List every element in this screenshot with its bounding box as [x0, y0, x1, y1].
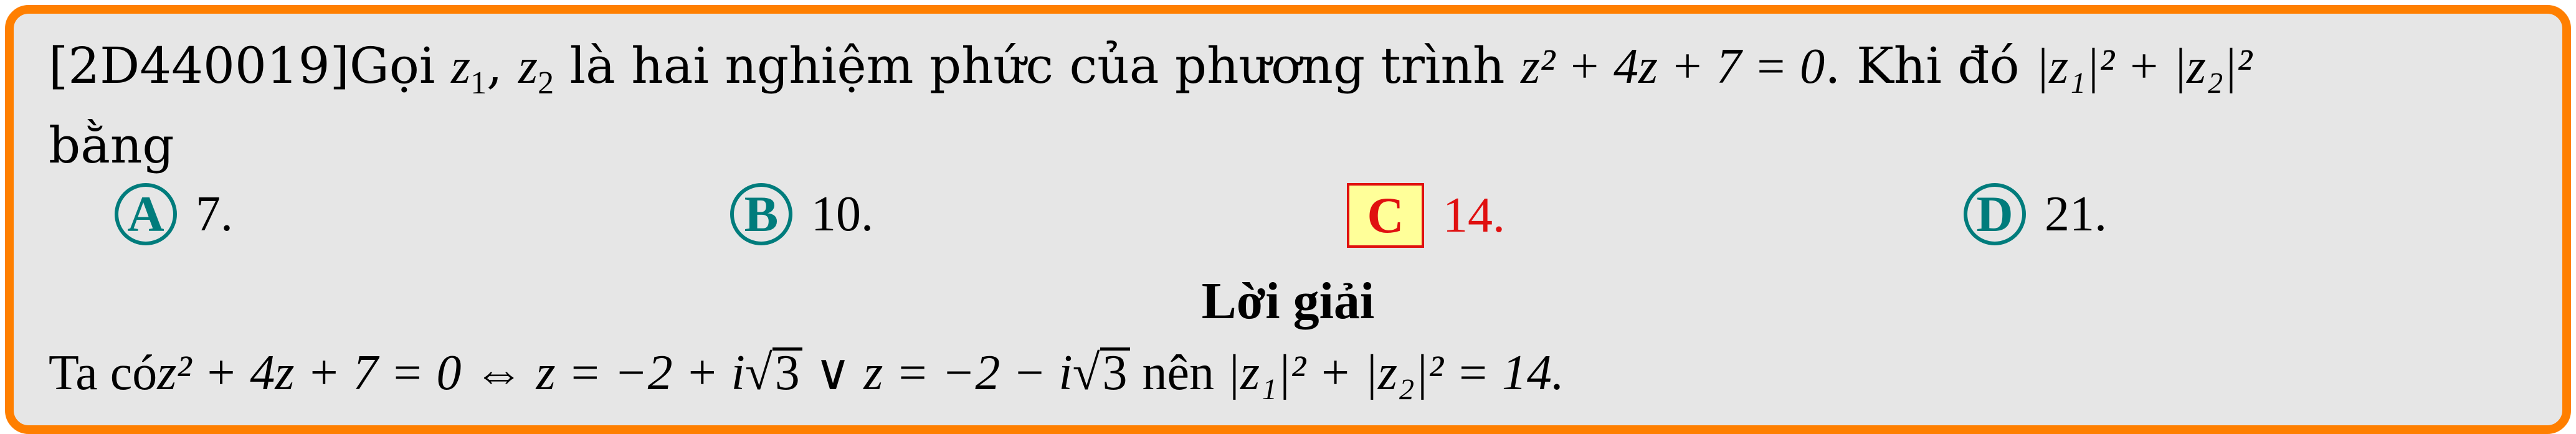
option-b[interactable]	[730, 183, 873, 245]
option-a[interactable]	[115, 183, 233, 245]
option-d-value: 21.	[2045, 186, 2107, 242]
var-z1: $z_1$	[450, 39, 487, 101]
var-z2: $z_2$	[518, 39, 554, 101]
solution-heading: Lời giải	[1201, 272, 1375, 330]
question-line-1	[49, 37, 2252, 101]
question-code: [2D440019]	[49, 37, 349, 95]
option-b-value: 10.	[811, 186, 873, 242]
solution-or: ∨ z = −2 − i	[802, 346, 1073, 400]
option-d[interactable]	[1964, 183, 2107, 245]
var-separator: ,	[487, 37, 518, 95]
solution-result: |z₁|² + |z₂|² = 14.	[1227, 346, 1564, 400]
question-text-mid: là hai nghiệm phức của phương trình	[554, 37, 1521, 95]
sqrt-1: √3	[745, 347, 802, 398]
option-c[interactable]	[1347, 183, 1505, 248]
solution-conclusion-word: nên	[1129, 346, 1227, 400]
option-d-badge: D	[1964, 183, 2026, 245]
option-c-badge: C	[1347, 183, 1424, 248]
option-a-value: 7.	[196, 186, 233, 242]
answer-options	[14, 183, 2562, 258]
question-box	[5, 5, 2571, 434]
question-expression: |z₁|² + |z₂|²	[2035, 39, 2252, 94]
question-text-before: Gọi	[349, 37, 451, 95]
option-c-value: 14.	[1443, 187, 1505, 243]
question-equation: z² + 4z + 7 = 0	[1520, 39, 1825, 94]
question-line-2: bằng	[49, 116, 174, 174]
option-b-badge: B	[730, 183, 792, 245]
option-a-badge: A	[115, 183, 177, 245]
sqrt-2: √3	[1073, 347, 1130, 398]
solution-prefix: Ta có	[49, 346, 158, 400]
solution-equation: z² + 4z + 7 = 0 ⇔ z = −2 + i	[157, 346, 745, 400]
solution-line	[49, 347, 1564, 398]
question-text-after: . Khi đó	[1825, 37, 2036, 95]
